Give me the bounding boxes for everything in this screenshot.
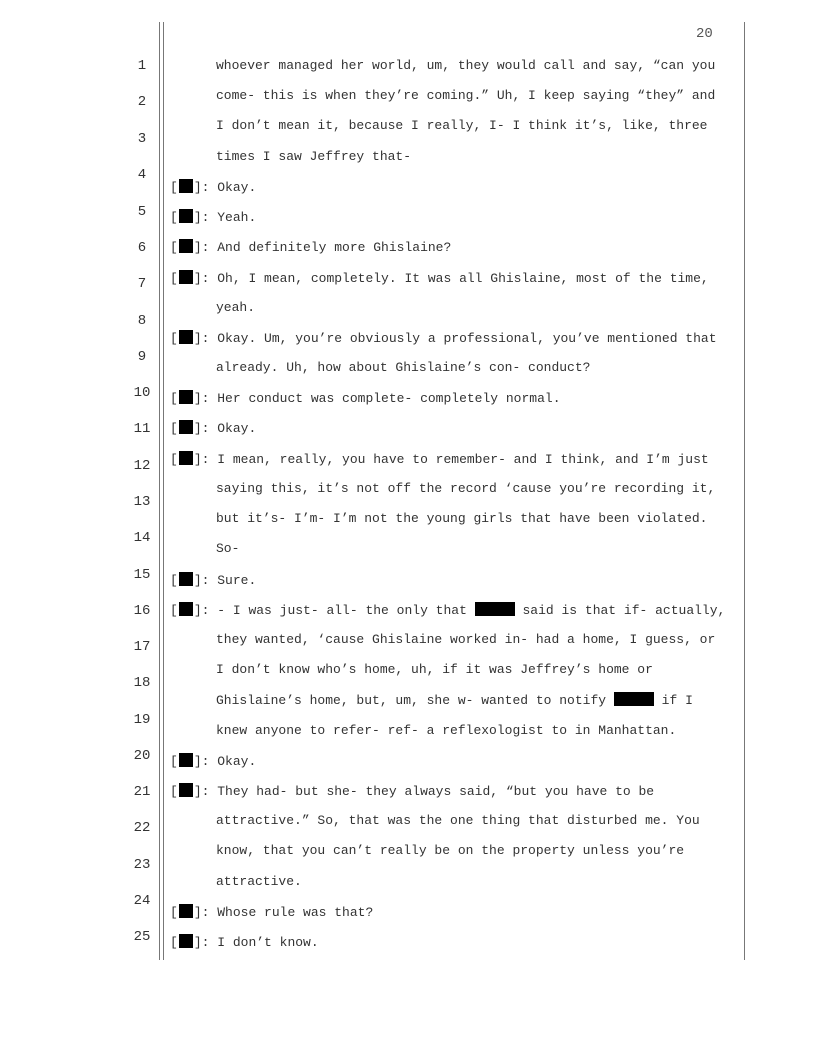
transcript-line: they wanted, ‘cause Ghislaine worked in- had a home, I guess, or: [216, 632, 716, 647]
line-number: 15: [133, 567, 151, 583]
redacted-speaker: [179, 330, 193, 344]
transcript-line: know, that you can’t really be on the property unless you’re: [216, 843, 685, 858]
transcript-line: I don’t mean it, because I really, I- I think it’s, like, three: [216, 118, 708, 133]
speaker-line: [ ]: I mean, really, you have to remember- and I think, and I’m just: [170, 452, 709, 467]
line-number: 20: [133, 748, 151, 764]
redacted-speaker: [179, 451, 193, 465]
speaker-line: [ ]: Okay.: [170, 421, 257, 436]
speaker-line: [ ]: And definitely more Ghislaine?: [170, 240, 452, 255]
speaker-line: [ ]: Sure.: [170, 573, 257, 588]
redacted-speaker: [179, 783, 193, 797]
transcript-line: times I saw Jeffrey that-: [216, 149, 412, 164]
line-number: 6: [137, 240, 147, 256]
line-number: 11: [133, 421, 151, 437]
transcript-line: whoever managed her world, um, they would call and say, “can you: [216, 58, 716, 73]
page-number: 20: [696, 26, 713, 42]
transcript-line: already. Uh, how about Ghislaine’s con- conduct?: [216, 360, 591, 375]
speaker-line: [ ]: Yeah.: [170, 210, 257, 225]
speaker-line: [ ]: They had- but she- they always said, “but you have to be: [170, 784, 655, 799]
transcript-line: So-: [216, 541, 240, 556]
speaker-line: [ ]: Okay.: [170, 180, 257, 195]
redacted-speaker: [179, 239, 193, 253]
transcript-line: I don’t know who’s home, uh, if it was Jeffrey’s home or: [216, 662, 653, 677]
transcript-line: come- this is when they’re coming.” Uh, I keep saying “they” and: [216, 88, 716, 103]
redacted-name: [475, 602, 515, 616]
transcript-line: but it’s- I’m- I’m not the young girls that have been violated.: [216, 511, 708, 526]
line-number: 18: [133, 675, 151, 691]
line-number: 14: [133, 530, 151, 546]
line-number: 25: [133, 929, 151, 945]
line-number: 16: [133, 603, 151, 619]
line-number: 9: [137, 349, 147, 365]
speaker-line: [ ]: Whose rule was that?: [170, 905, 374, 920]
redacted-speaker: [179, 270, 193, 284]
line-number: 13: [133, 494, 151, 510]
speaker-line: [ ]: Her conduct was complete- completely normal.: [170, 391, 561, 406]
speaker-line: [ ]: Okay. Um, you’re obviously a professional, you’ve mentioned that: [170, 331, 717, 346]
line-number: 24: [133, 893, 151, 909]
line-number: 12: [133, 458, 151, 474]
transcript-line: knew anyone to refer- ref- a reflexologist to in Manhattan.: [216, 723, 677, 738]
redacted-speaker: [179, 904, 193, 918]
redacted-speaker: [179, 753, 193, 767]
speaker-line: [ ]: - I was just- all- the only that said is that if- actually,: [170, 603, 726, 618]
line-number: 5: [137, 204, 147, 220]
transcript-line: attractive.” So, that was the one thing that disturbed me. You: [216, 813, 700, 828]
redacted-speaker: [179, 209, 193, 223]
line-number: 3: [137, 131, 147, 147]
redacted-speaker: [179, 420, 193, 434]
line-number: 8: [137, 313, 147, 329]
line-number: 21: [133, 784, 151, 800]
line-number: 10: [133, 385, 151, 401]
redacted-speaker: [179, 934, 193, 948]
line-number: 19: [133, 712, 151, 728]
line-number: 22: [133, 820, 151, 836]
redacted-speaker: [179, 572, 193, 586]
line-number: 2: [137, 94, 147, 110]
transcript-line: yeah.: [216, 300, 256, 315]
right-margin-rule: [744, 22, 745, 960]
line-number: 1: [137, 58, 147, 74]
transcript-line: saying this, it’s not off the record ‘cause you’re recording it,: [216, 481, 716, 496]
line-number: 7: [137, 276, 147, 292]
redacted-speaker: [179, 390, 193, 404]
transcript-line: attractive.: [216, 874, 302, 889]
speaker-line: [ ]: Oh, I mean, completely. It was all Ghislaine, most of the time,: [170, 271, 709, 286]
line-number: 23: [133, 857, 151, 873]
redacted-speaker: [179, 179, 193, 193]
transcript-line: Ghislaine’s home, but, um, she w- wanted to notify if I: [216, 693, 693, 708]
speaker-line: [ ]: Okay.: [170, 754, 257, 769]
line-number: 4: [137, 167, 147, 183]
line-number: 17: [133, 639, 151, 655]
left-margin-rule-inner: [163, 22, 164, 960]
speaker-line: [ ]: I don’t know.: [170, 935, 319, 950]
redacted-name: [614, 692, 654, 706]
left-margin-rule: [159, 22, 160, 960]
redacted-speaker: [179, 602, 193, 616]
